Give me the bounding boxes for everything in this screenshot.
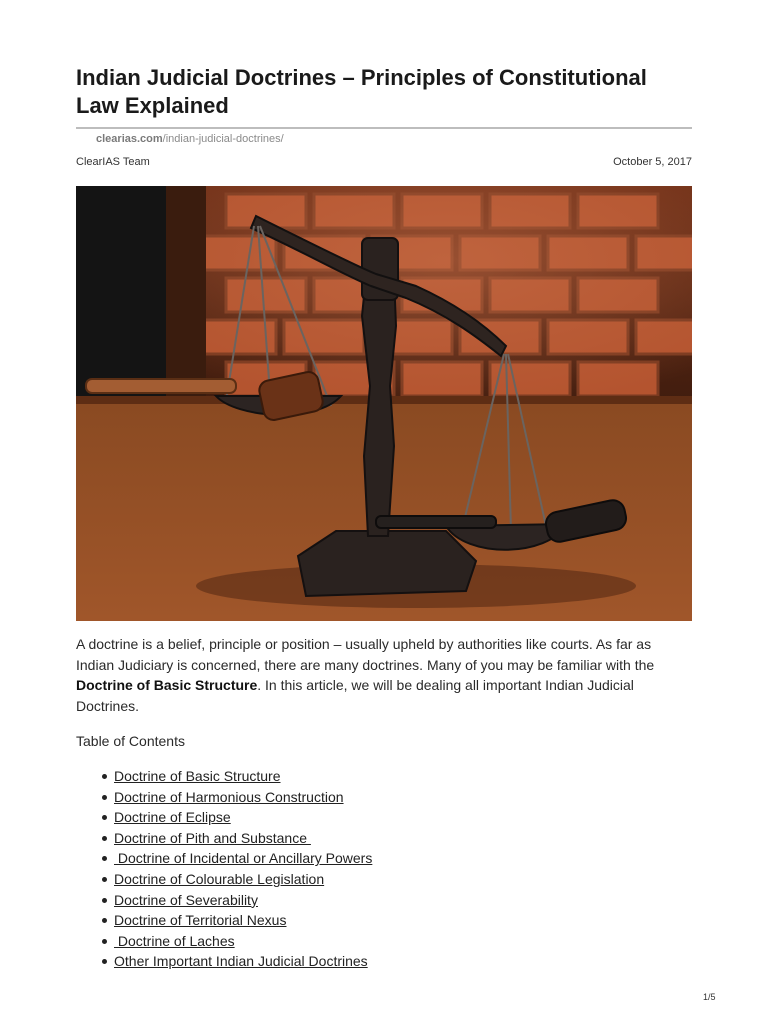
source-path: /indian-judicial-doctrines/ xyxy=(162,133,284,145)
toc-link-severability[interactable]: Doctrine of Severability xyxy=(114,891,258,908)
toc-link-territorial-nexus[interactable]: Doctrine of Territorial Nexus xyxy=(114,912,287,929)
source-url[interactable] xyxy=(96,133,284,145)
intro-paragraph xyxy=(76,634,692,716)
toc-item xyxy=(114,951,372,972)
toc-link-eclipse[interactable]: Doctrine of Eclipse xyxy=(114,809,231,826)
article-title: Indian Judicial Doctrines – Principles of Constitutional Law Explained xyxy=(76,65,647,118)
intro-text-start: A doctrine is a belief, principle or position – usually upheld by authorities like courts. As far as Indian Judiciary is concerned, there are many doctrines. Many of you may be familiar with the xyxy=(76,636,655,673)
toc-item xyxy=(114,807,372,828)
hero-image-scales-of-justice xyxy=(76,186,692,621)
toc-item xyxy=(114,890,372,911)
toc-link-incidental-powers[interactable]: Doctrine of Incidental or Ancillary Powers xyxy=(114,850,373,867)
intro-text-end: . In this article, we will be dealing all important Indian Judicial Doctrines. xyxy=(76,677,634,714)
table-of-contents xyxy=(76,766,372,972)
toc-item xyxy=(114,931,372,952)
article-meta xyxy=(76,156,692,168)
toc-item xyxy=(114,828,372,849)
toc-link-pith-and-substance[interactable]: Doctrine of Pith and Substance xyxy=(114,829,311,846)
toc-link-harmonious-construction[interactable]: Doctrine of Harmonious Construction xyxy=(114,788,344,805)
intro-bold-term: Doctrine of Basic Structure xyxy=(76,677,258,693)
toc-link-colourable-legislation[interactable]: Doctrine of Colourable Legislation xyxy=(114,870,325,887)
author: ClearIAS Team xyxy=(76,156,150,168)
page-number: 1/5 xyxy=(703,992,716,1002)
toc-item xyxy=(114,910,372,931)
toc-item xyxy=(114,848,372,869)
source-domain: clearias.com xyxy=(96,133,163,145)
toc-link-laches[interactable]: Doctrine of Laches xyxy=(114,932,235,949)
toc-item xyxy=(114,787,372,808)
title-divider xyxy=(76,127,692,129)
toc-link-other-doctrines[interactable]: Other Important Indian Judicial Doctrines xyxy=(114,953,368,970)
publish-date: October 5, 2017 xyxy=(613,156,692,168)
toc-item xyxy=(114,766,372,787)
toc-item xyxy=(114,869,372,890)
toc-heading: Table of Contents xyxy=(76,733,185,749)
scales-of-justice-illustration xyxy=(76,186,692,621)
toc-link-basic-structure[interactable]: Doctrine of Basic Structure xyxy=(114,768,281,784)
